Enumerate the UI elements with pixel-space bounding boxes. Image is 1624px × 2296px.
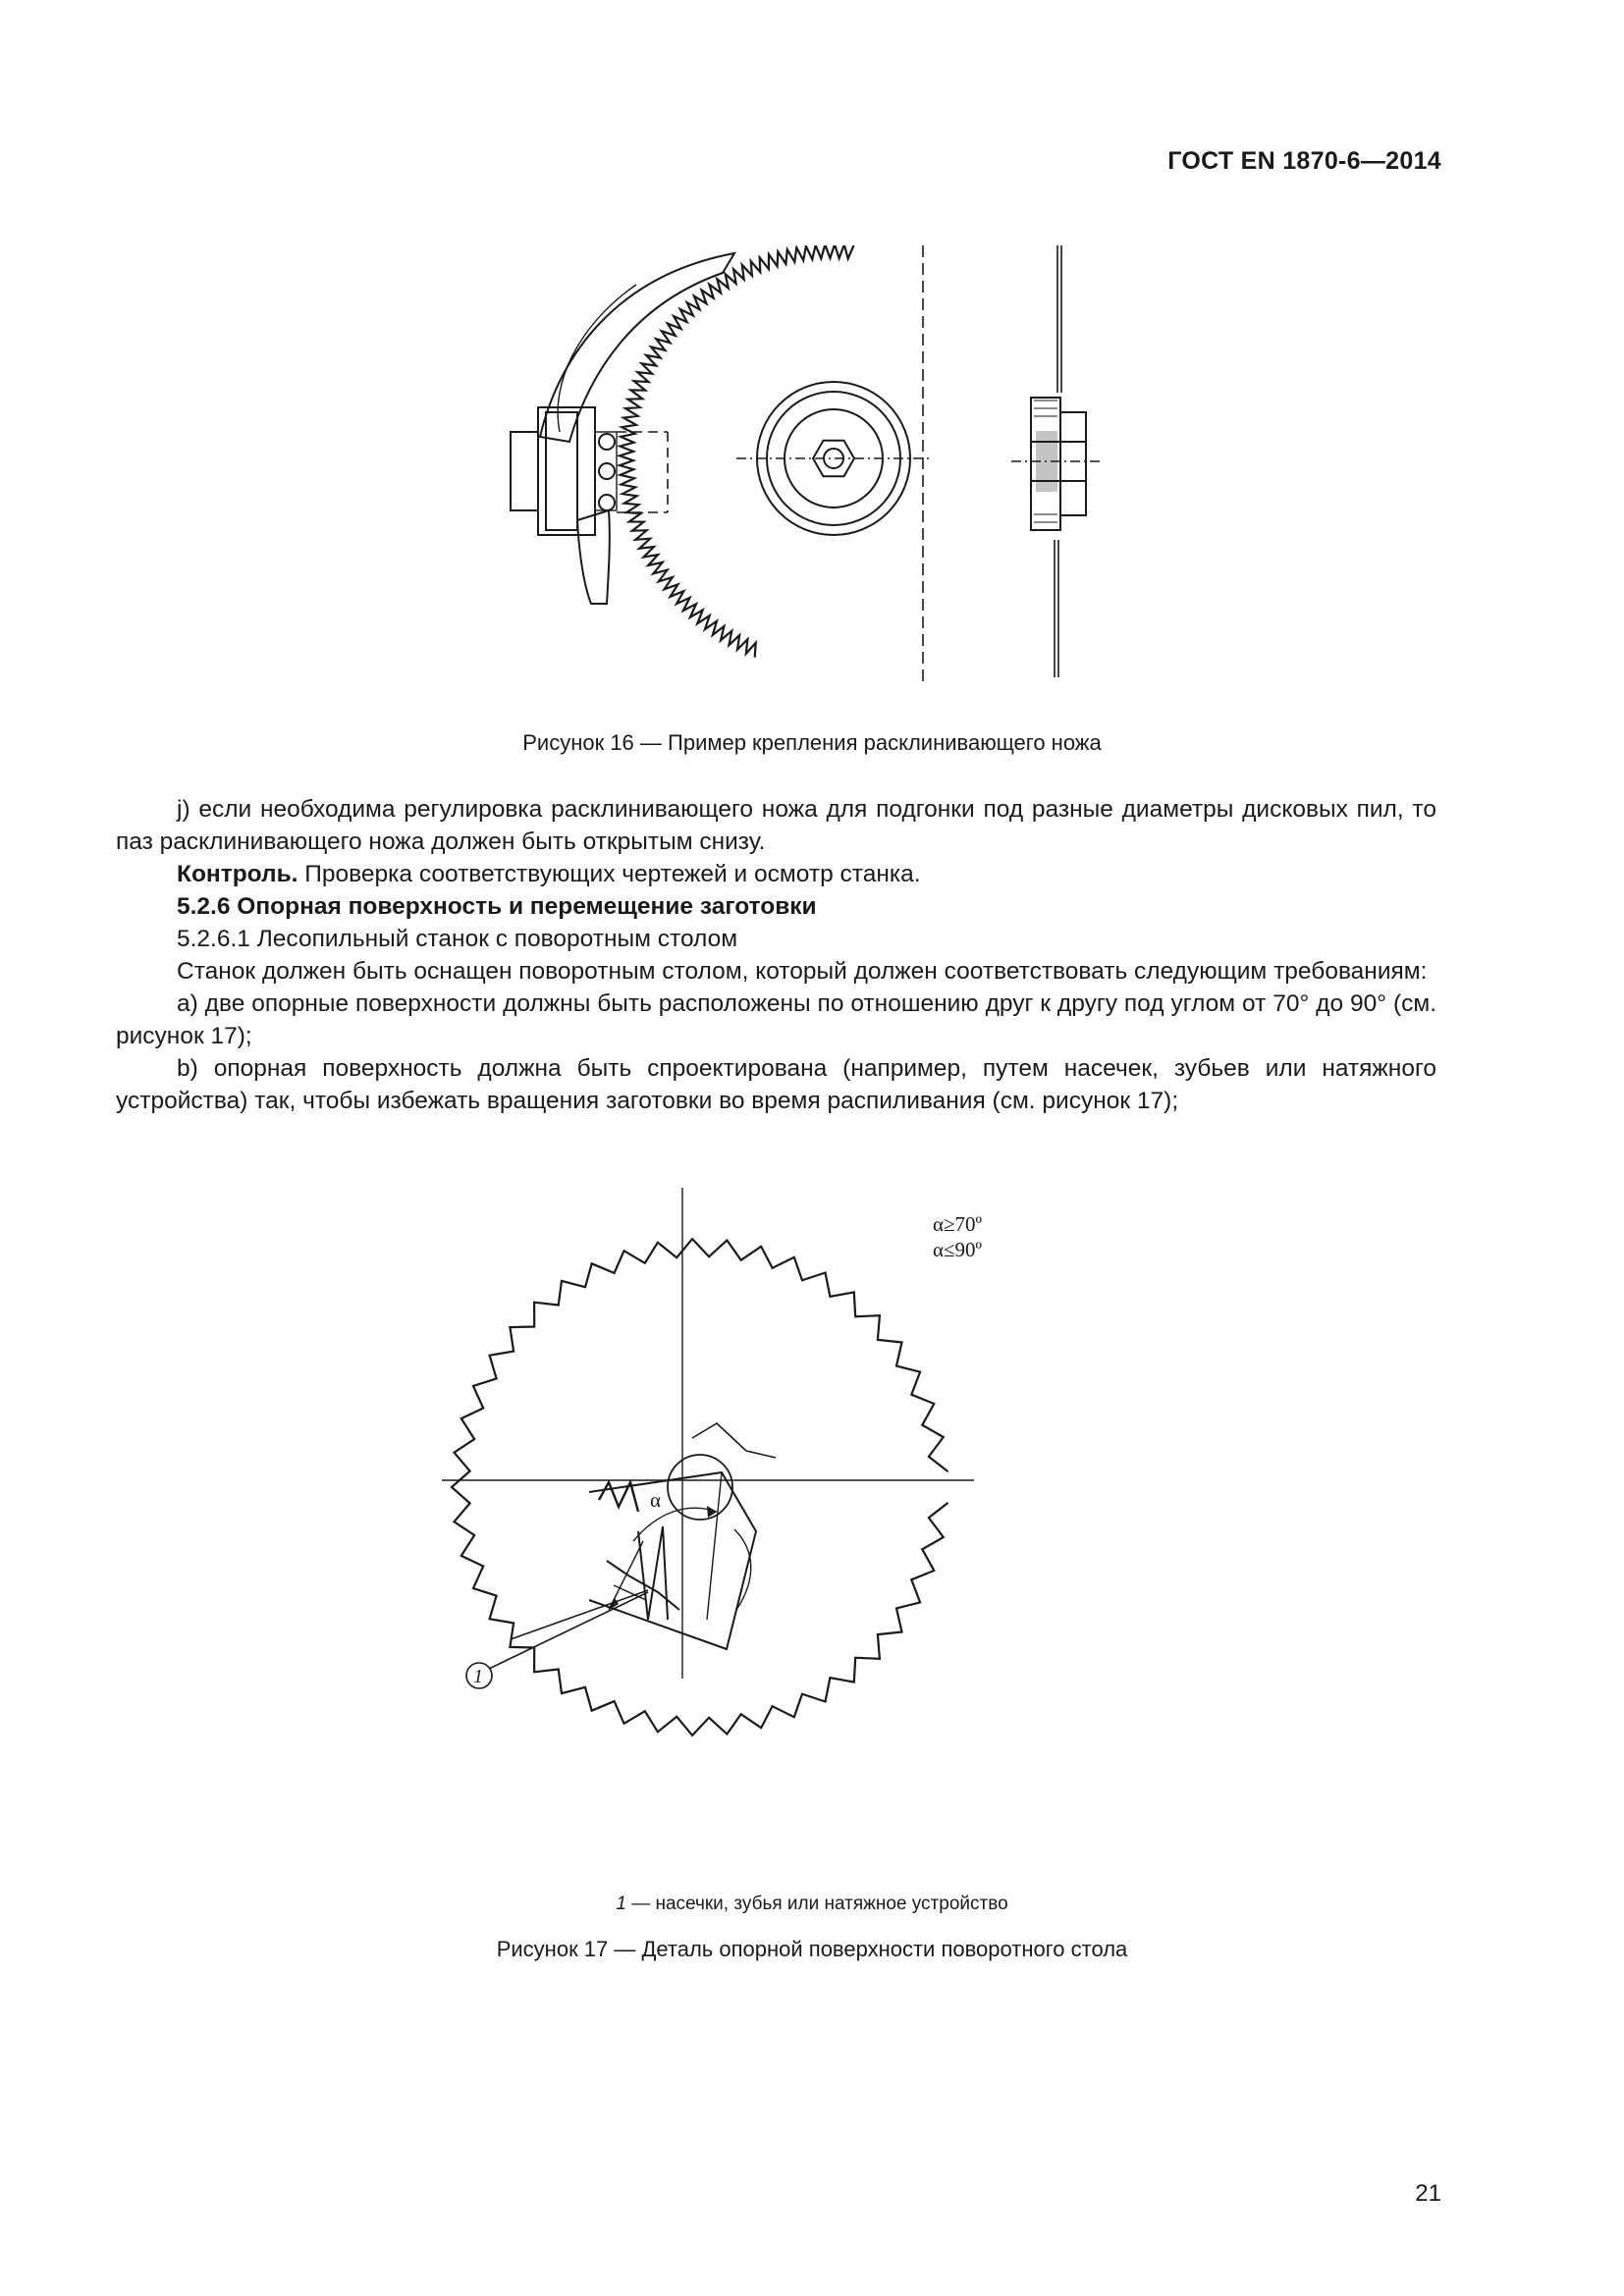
workpiece-support <box>511 1423 776 1649</box>
paragraph-intro: Станок должен быть оснащен поворотным столом, который должен соответствовать следующим требованиям: <box>177 958 1428 985</box>
saw-blade-segment <box>620 245 923 687</box>
turntable-support-drawing <box>422 1188 1168 1836</box>
riving-knife <box>540 253 734 604</box>
paragraph-control <box>116 858 1436 890</box>
document-code: ГОСТ EN 1870-6—2014 <box>1167 147 1441 175</box>
angle-max-label: α≤90º <box>933 1238 983 1261</box>
paragraph-a: а) две опорные поверхности должны быть расположены по отношению друг к другу под углом от 70° до 90° (см. рисунок 17); <box>116 990 1436 1049</box>
paragraph-b: b) опорная поверхность должна быть спроектирована (например, путем насечек, зубьев или натяжного устройства) так, чтобы избежать вращения заготовки во время распиливания (см. рисунок 17); <box>116 1055 1436 1114</box>
figure-17-caption: Рисунок 17 — Деталь опорной поверхности поворотного стола <box>496 1937 1128 1961</box>
angle-alpha-label: α <box>650 1488 662 1512</box>
subsection-heading: 5.2.6.1 Лесопильный станок с поворотным столом <box>177 926 738 952</box>
angle-annotation <box>933 1212 983 1261</box>
riving-knife-mounting-drawing <box>461 245 1110 687</box>
section-heading: 5.2.6 Опорная поверхность и перемещение заготовки <box>177 893 817 920</box>
figure-17-legend <box>0 1894 1624 1915</box>
angle-min-label: α≥70º <box>933 1212 983 1236</box>
legend-text: — насечки, зубья или натяжное устройство <box>625 1894 1008 1914</box>
figure-16-caption: Рисунок 16 — Пример крепления расклинивающего ножа <box>522 730 1102 755</box>
blade-flange <box>736 382 931 535</box>
control-label: Контроль. <box>177 861 298 887</box>
callout-1-number: 1 <box>473 1666 483 1687</box>
page-number: 21 <box>1415 2180 1441 2207</box>
flange-section-view <box>1011 245 1100 677</box>
legend-number: 1 <box>616 1894 626 1914</box>
paragraph-j: j) если необходима регулировка расклинивающего ножа для подгонки под разные диаметры дисковых пил, то паз расклинивающего ножа должен быть открытым снизу. <box>116 796 1436 855</box>
control-text: Проверка соответствующих чертежей и осмотр станка. <box>304 861 921 887</box>
body-text <box>116 793 1436 1117</box>
